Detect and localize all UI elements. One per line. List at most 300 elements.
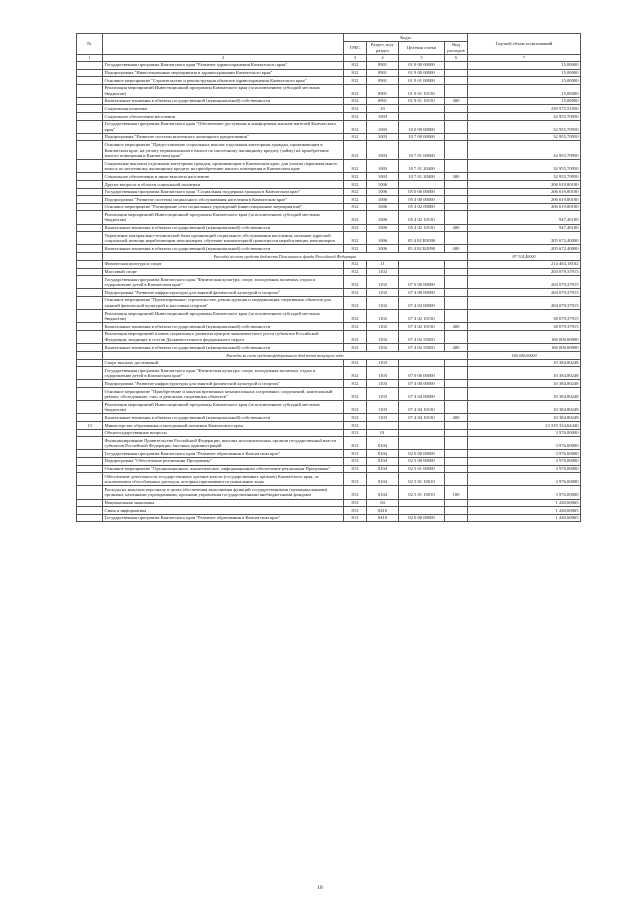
row-razdel: 1003 — [367, 120, 399, 133]
table-row — [77, 268, 581, 276]
row-name: Подпрограмма "Развитие инфраструктуры для занятий физической культурой и спортом" — [103, 380, 344, 388]
row-cel-statya: 07 4 02 00000 — [399, 296, 445, 309]
row-number — [77, 359, 103, 367]
row-vid-rashodov — [445, 429, 468, 437]
row-vid-rashodov — [445, 181, 468, 189]
row-note-sum: 166 000,00000 — [468, 351, 581, 359]
row-sum: 32 955,70950 — [468, 120, 581, 133]
row-sum: 3 976,00000 — [468, 437, 581, 450]
row-name: Реализация мероприятий планов социального развития центров экономического роста субъектов Российской Федерации, входящих в состав Дальневосточного федерального округа — [103, 330, 344, 343]
row-sum: 13 319 334,64440 — [468, 422, 581, 430]
row-sum: 947,40100 — [468, 211, 581, 224]
table-row — [77, 359, 581, 367]
row-name: Капитальные вложения в объекты государственной (муниципальной) собственности — [103, 245, 344, 253]
row-number — [77, 232, 103, 245]
row-name: Подпрограмма "Развитие системы социального обслуживания населения в Камчатском крае" — [103, 196, 344, 204]
row-vid-rashodov — [445, 211, 468, 224]
row-sum: 3 976,00000 — [468, 450, 581, 458]
table-row — [77, 211, 581, 224]
table-row — [77, 450, 581, 458]
row-sum: 1 240,60065 — [468, 499, 581, 507]
row-vid-rashodov — [445, 401, 468, 414]
budget-table — [76, 33, 581, 522]
row-name: Подпрограмма "Развитие инфраструктуры для занятий физической культурой и спортом" — [103, 289, 344, 297]
row-cel-statya — [399, 507, 445, 515]
table-row — [77, 344, 581, 352]
row-cel-statya: 07 4 02 55050 — [399, 330, 445, 343]
row-cel-statya: 05 4 02 R2090 — [399, 245, 445, 253]
row-razdel: 1003 — [367, 133, 399, 141]
row-number — [77, 188, 103, 196]
row-number — [77, 457, 103, 465]
colnum: 4 — [367, 54, 399, 61]
table-row — [77, 97, 581, 105]
row-number — [77, 323, 103, 331]
row-grbs: 813 — [344, 429, 367, 437]
row-cel-statya: 07 4 02 10130 — [399, 323, 445, 331]
row-sum: 3 976,00000 — [468, 473, 581, 486]
note-row — [77, 252, 581, 260]
row-razdel: 0104 — [367, 450, 399, 458]
row-sum: 15,00000 — [468, 97, 581, 105]
header-no: № — [77, 34, 103, 55]
row-name: Реализация мероприятий Инвестиционной программы Камчатского края (за исключением субсидий местным бюджетам) — [103, 84, 344, 97]
row-number — [77, 260, 103, 268]
row-number — [77, 473, 103, 486]
row-number — [77, 84, 103, 97]
row-grbs: 812 — [344, 77, 367, 85]
row-razdel: 1006 — [367, 188, 399, 196]
row-sum: 206 619,80100 — [468, 181, 581, 189]
row-number — [77, 380, 103, 388]
row-number — [77, 289, 103, 297]
row-sum: 205 672,40000 — [468, 245, 581, 253]
row-grbs: 812 — [344, 211, 367, 224]
row-name: Государственная программа Камчатского края "Развитие образования в Камчатском крае" — [103, 514, 344, 522]
row-grbs: 812 — [344, 260, 367, 268]
row-cel-statya: 07 4 00 00000 — [399, 380, 445, 388]
row-sum: 204 079,37915 — [468, 289, 581, 297]
row-vid-rashodov — [445, 203, 468, 211]
row-cel-statya: 07 4 02 55050 — [399, 344, 445, 352]
row-grbs: 812 — [344, 160, 367, 173]
row-razdel: 01 — [367, 429, 399, 437]
row-razdel: 1006 — [367, 203, 399, 211]
row-grbs: 812 — [344, 69, 367, 77]
row-cel-statya — [399, 113, 445, 121]
row-razdel: 1006 — [367, 181, 399, 189]
row-razdel: 0901 — [367, 69, 399, 77]
row-name: Капитальные вложения в объекты государственной (муниципальной) собственности — [103, 414, 344, 422]
row-name: Государственная программа Камчатского края "Развитие образования в Камчатском крае" — [103, 450, 344, 458]
row-cel-statya: 02 0 00 00000 — [399, 514, 445, 522]
row-cel-statya — [399, 437, 445, 450]
row-sum: 3 976,00000 — [468, 465, 581, 473]
row-razdel: 0901 — [367, 77, 399, 85]
row-sum: 3 976,00000 — [468, 457, 581, 465]
row-razdel: 0410 — [367, 514, 399, 522]
row-vid-rashodov — [445, 457, 468, 465]
row-grbs: 813 — [344, 499, 367, 507]
row-sum: 10 384,80248 — [468, 401, 581, 414]
table-row — [77, 224, 581, 232]
row-razdel: 1006 — [367, 211, 399, 224]
row-grbs: 812 — [344, 232, 367, 245]
row-name: Государственная программа Камчатского края "Развитие здравоохранения Камчатского края" — [103, 61, 344, 69]
row-razdel: 1102 — [367, 276, 399, 289]
row-vid-rashodov: 400 — [445, 245, 468, 253]
row-name: Государственная программа Камчатского края "Обеспечение доступным и комфортным жильем жителей Камчатского края" — [103, 120, 344, 133]
row-sum: 204 079,37915 — [468, 276, 581, 289]
row-razdel: 1103 — [367, 359, 399, 367]
row-number — [77, 69, 103, 77]
row-vid-rashodov — [445, 380, 468, 388]
row-number — [77, 245, 103, 253]
row-name: Основное мероприятие "Расширение сети социальных учреждений (инвестиционные мероприятия)" — [103, 203, 344, 211]
row-cel-statya: 07 0 00 00000 — [399, 367, 445, 380]
row-grbs: 813 — [344, 514, 367, 522]
row-razdel: 1103 — [367, 380, 399, 388]
row-cel-statya: 02 5 01 00000 — [399, 465, 445, 473]
row-name: Реализация мероприятий Инвестиционной программы Камчатского края (за исключением субсидий местным бюджетам) — [103, 401, 344, 414]
row-grbs: 812 — [344, 245, 367, 253]
row-name: Государственная программа Камчатского края "Социальная поддержка граждан в Камчатском крае" — [103, 188, 344, 196]
row-name: Социальное обеспечение населения — [103, 113, 344, 121]
row-razdel: 1006 — [367, 224, 399, 232]
row-razdel: 1003 — [367, 141, 399, 160]
row-number — [77, 414, 103, 422]
header-name — [103, 34, 344, 55]
row-grbs: 812 — [344, 105, 367, 113]
row-number — [77, 450, 103, 458]
row-number — [77, 97, 103, 105]
row-vid-rashodov — [445, 120, 468, 133]
row-grbs: 813 — [344, 457, 367, 465]
row-vid-rashodov — [445, 296, 468, 309]
row-grbs: 812 — [344, 289, 367, 297]
row-razdel: 1003 — [367, 113, 399, 121]
row-razdel: 0104 — [367, 486, 399, 499]
row-name: Физическая культура и спорт — [103, 260, 344, 268]
table-row — [77, 203, 581, 211]
row-vid-rashodov — [445, 133, 468, 141]
row-cel-statya — [399, 105, 445, 113]
row-grbs: 812 — [344, 310, 367, 323]
row-sum: 206 619,80100 — [468, 196, 581, 204]
row-cel-statya: 10 7 00 00000 — [399, 133, 445, 141]
table-row — [77, 465, 581, 473]
row-vid-rashodov: 400 — [445, 344, 468, 352]
row-razdel: 11 — [367, 260, 399, 268]
row-razdel: 1102 — [367, 268, 399, 276]
row-sum: 166 000,00000 — [468, 344, 581, 352]
row-number — [77, 367, 103, 380]
row-number — [77, 429, 103, 437]
row-cel-statya: 10 0 00 00000 — [399, 120, 445, 133]
row-razdel: 1103 — [367, 367, 399, 380]
table-row — [77, 133, 581, 141]
row-razdel: 1102 — [367, 330, 399, 343]
row-cel-statya: 07 4 04 10130 — [399, 401, 445, 414]
row-number — [77, 330, 103, 343]
row-sum: 205 672,40000 — [468, 232, 581, 245]
row-vid-rashodov — [445, 260, 468, 268]
row-cel-statya — [399, 429, 445, 437]
table-row — [77, 388, 581, 401]
row-name: Укрепление материально-технической базы организаций социального обслуживания населения, оказание адресной социальной помощи неработающим пенсионерам, обучение компьютерной грамотности неработающих пенсионеров — [103, 232, 344, 245]
row-name: Обеспечение деятельности государственных органов власти (государственных органов) Камчатского края, за исключением обособленных расходов, которым присваиваются уникальные коды — [103, 473, 344, 486]
row-number — [77, 296, 103, 309]
row-cel-statya: 07 0 00 00000 — [399, 276, 445, 289]
row-vid-rashodov — [445, 310, 468, 323]
table-row — [77, 437, 581, 450]
row-sum: 15,00000 — [468, 69, 581, 77]
row-note-sum: 87 314,40000 — [468, 252, 581, 260]
table-row — [77, 232, 581, 245]
table-row — [77, 120, 581, 133]
header-vid-rashodov: Вид расходов — [445, 41, 468, 54]
table-header — [77, 34, 581, 62]
row-cel-statya: 05 4 02 10130 — [399, 224, 445, 232]
row-name: Основное мероприятие "Проектирование, строительство, реконструкция и модернизация спортивных объектов для занятий физической культурой и массовым спортом" — [103, 296, 344, 309]
row-sum: 32 955,70950 — [468, 173, 581, 181]
header-sum: Годовой объем ассигнований — [468, 34, 581, 55]
row-number — [77, 196, 103, 204]
colnum: 2 — [103, 54, 344, 61]
table-row — [77, 105, 581, 113]
table-row — [77, 260, 581, 268]
row-name: Государственная программа Камчатского края "Физическая культура, спорт, молодежная политика, отдых и оздоровление детей в Камчатском крае" — [103, 367, 344, 380]
row-cel-statya: 01 9 01 00000 — [399, 77, 445, 85]
header-codes: Коды — [344, 34, 468, 42]
row-name: Основное мероприятие "Приобретение и монтаж временных некапитальных спортивных сооружений, капитальный ремонт, обследование, снос и демонтаж спортивных объектов" — [103, 388, 344, 401]
row-grbs: 813 — [344, 486, 367, 499]
row-vid-rashodov — [445, 437, 468, 450]
row-sum: 3 976,00000 — [468, 429, 581, 437]
row-number — [77, 113, 103, 121]
row-razdel: 0901 — [367, 61, 399, 69]
row-cel-statya: 07 4 00 00000 — [399, 289, 445, 297]
row-number — [77, 268, 103, 276]
row-vid-rashodov: 400 — [445, 414, 468, 422]
row-cel-statya: 07 4 04 00000 — [399, 388, 445, 401]
row-grbs: 812 — [344, 203, 367, 211]
row-razdel: 0104 — [367, 473, 399, 486]
row-vid-rashodov — [445, 69, 468, 77]
row-grbs: 813 — [344, 450, 367, 458]
row-grbs: 812 — [344, 181, 367, 189]
row-sum: 1 240,60065 — [468, 514, 581, 522]
row-grbs: 812 — [344, 359, 367, 367]
page-number: 18 — [317, 885, 323, 891]
row-number — [77, 133, 103, 141]
row-sum: 32 955,70950 — [468, 113, 581, 121]
row-sum: 38 079,37915 — [468, 310, 581, 323]
row-cel-statya: 01 9 01 10130 — [399, 97, 445, 105]
row-razdel: 1102 — [367, 323, 399, 331]
row-grbs: 812 — [344, 296, 367, 309]
row-grbs: 812 — [344, 268, 367, 276]
row-sum: 10 384,80248 — [468, 388, 581, 401]
table-row — [77, 473, 581, 486]
row-cel-statya — [399, 181, 445, 189]
row-cel-statya: 01 9 00 00000 — [399, 69, 445, 77]
row-vid-rashodov — [445, 289, 468, 297]
row-grbs: 812 — [344, 173, 367, 181]
row-sum: 239 575,51050 — [468, 105, 581, 113]
row-cel-statya: 05 0 00 00000 — [399, 188, 445, 196]
header-grbs: ГРБС — [344, 41, 367, 54]
row-vid-rashodov — [445, 160, 468, 173]
table-row — [77, 289, 581, 297]
row-number — [77, 499, 103, 507]
row-sum: 38 079,37915 — [468, 323, 581, 331]
row-cel-statya: 05 4 02 R2090 — [399, 232, 445, 245]
row-grbs: 812 — [344, 113, 367, 121]
row-name: Подпрограмма "Инвестиционные мероприятия в здравоохранении Камчатского края" — [103, 69, 344, 77]
row-cel-statya — [399, 499, 445, 507]
row-vid-rashodov — [445, 105, 468, 113]
row-vid-rashodov: 300 — [445, 173, 468, 181]
row-number — [77, 160, 103, 173]
row-cel-statya: 02 0 00 00000 — [399, 450, 445, 458]
table-row — [77, 514, 581, 522]
row-cel-statya: 05 4 02 10130 — [399, 211, 445, 224]
row-number — [77, 105, 103, 113]
table-row — [77, 367, 581, 380]
row-name: Подпрограмма "Развитие системы ипотечного жилищного кредитования" — [103, 133, 344, 141]
table-row — [77, 401, 581, 414]
row-sum: 206 619,80100 — [468, 203, 581, 211]
row-number — [77, 211, 103, 224]
row-number — [77, 203, 103, 211]
header-cel-statya: Целевая статья — [399, 41, 445, 54]
table-row — [77, 61, 581, 69]
row-vid-rashodov — [445, 499, 468, 507]
row-cel-statya — [399, 260, 445, 268]
row-sum: 1 240,60065 — [468, 507, 581, 515]
row-vid-rashodov — [445, 422, 468, 430]
row-razdel: 04 — [367, 499, 399, 507]
table-row — [77, 323, 581, 331]
colnum: 1 — [77, 54, 103, 61]
row-vid-rashodov: 400 — [445, 323, 468, 331]
row-cel-statya: 07 4 02 10130 — [399, 310, 445, 323]
table-row — [77, 296, 581, 309]
table-row — [77, 330, 581, 343]
row-grbs: 813 — [344, 465, 367, 473]
row-number — [77, 141, 103, 160]
row-vid-rashodov — [445, 196, 468, 204]
row-vid-rashodov — [445, 330, 468, 343]
row-vid-rashodov: 400 — [445, 97, 468, 105]
row-cel-statya: 02 5 00 00000 — [399, 457, 445, 465]
table-row — [77, 380, 581, 388]
row-grbs: 812 — [344, 61, 367, 69]
row-sum: 204 079,37915 — [468, 296, 581, 309]
row-name: Основное мероприятие "Предоставление социальных выплат отдельным категориям граждан, проживающим в Камчатском крае, на уплату первоначального взноса по ипотечному жилищному кредиту (займу) на приобретение жилого помещения в Камчатском крае" — [103, 141, 344, 160]
row-name: Основное мероприятие "Строительство и реконструкция объектов здравоохранения Камчатского края" — [103, 77, 344, 85]
row-name: Подпрограмма "Обеспечение реализации Программы" — [103, 457, 344, 465]
row-number — [77, 77, 103, 85]
row-number — [77, 514, 103, 522]
table-row — [77, 69, 581, 77]
row-grbs: 812 — [344, 401, 367, 414]
row-vid-rashodov — [445, 188, 468, 196]
note-spacer — [77, 252, 103, 260]
row-note: Расходы за счет средств федерального бюджета текущего года — [103, 351, 468, 359]
row-name: Общегосударственные вопросы — [103, 429, 344, 437]
row-razdel: 1103 — [367, 414, 399, 422]
table-row — [77, 173, 581, 181]
row-razdel: 1102 — [367, 344, 399, 352]
row-razdel: 0104 — [367, 457, 399, 465]
row-grbs: 812 — [344, 276, 367, 289]
row-name: Национальная экономика — [103, 499, 344, 507]
table-row — [77, 276, 581, 289]
row-razdel: 1003 — [367, 173, 399, 181]
row-cel-statya: 05 4 02 00000 — [399, 203, 445, 211]
table-row — [77, 245, 581, 253]
colnum: 5 — [399, 54, 445, 61]
row-grbs: 812 — [344, 120, 367, 133]
row-number — [77, 173, 103, 181]
row-vid-rashodov — [445, 507, 468, 515]
colnum: 7 — [468, 54, 581, 61]
row-grbs: 813 — [344, 437, 367, 450]
row-grbs: 812 — [344, 141, 367, 160]
row-sum: 15,00000 — [468, 77, 581, 85]
row-sum: 10 384,80248 — [468, 367, 581, 380]
row-name: Капитальные вложения в объекты государственной (муниципальной) собственности — [103, 323, 344, 331]
row-vid-rashodov — [445, 232, 468, 245]
row-grbs: 812 — [344, 344, 367, 352]
row-cel-statya — [399, 422, 445, 430]
table-row — [77, 457, 581, 465]
row-vid-rashodov — [445, 367, 468, 380]
row-cel-statya — [399, 359, 445, 367]
row-number — [77, 276, 103, 289]
row-name: Функционирование Правительства Российской Федерации, высших исполнительных органов государственной власти субъектов Российской Федерации, местных администраций — [103, 437, 344, 450]
row-name: Основное мероприятие "Организационное, аналитическое, информационное обеспечение реализации Программы" — [103, 465, 344, 473]
row-grbs: 812 — [344, 388, 367, 401]
row-number — [77, 61, 103, 69]
row-name: Капитальные вложения в объекты государственной (муниципальной) собственности — [103, 97, 344, 105]
row-name: Социальное обеспечение и иные выплаты населению — [103, 173, 344, 181]
row-number — [77, 465, 103, 473]
row-name: Социальная политика — [103, 105, 344, 113]
row-grbs: 812 — [344, 196, 367, 204]
row-name: Капитальные вложения в объекты государственной (муниципальной) собственности — [103, 224, 344, 232]
row-sum: 166 000,00000 — [468, 330, 581, 343]
row-vid-rashodov — [445, 473, 468, 486]
row-name: Реализация мероприятий Инвестиционной программы Камчатского края (за исключением субсидий местным бюджетам) — [103, 310, 344, 323]
row-cel-statya: 02 5 01 10010 — [399, 473, 445, 486]
row-grbs: 812 — [344, 188, 367, 196]
row-sum: 32 955,70950 — [468, 133, 581, 141]
row-number — [77, 310, 103, 323]
row-sum: 3 976,00000 — [468, 486, 581, 499]
row-razdel: 0901 — [367, 84, 399, 97]
row-name: Массовый спорт — [103, 268, 344, 276]
row-sum: 10 384,80248 — [468, 380, 581, 388]
row-sum: 32 955,70950 — [468, 141, 581, 160]
row-razdel: 1102 — [367, 289, 399, 297]
table-row — [77, 77, 581, 85]
row-sum: 204 079,37915 — [468, 268, 581, 276]
row-grbs: 812 — [344, 380, 367, 388]
table-row — [77, 84, 581, 97]
